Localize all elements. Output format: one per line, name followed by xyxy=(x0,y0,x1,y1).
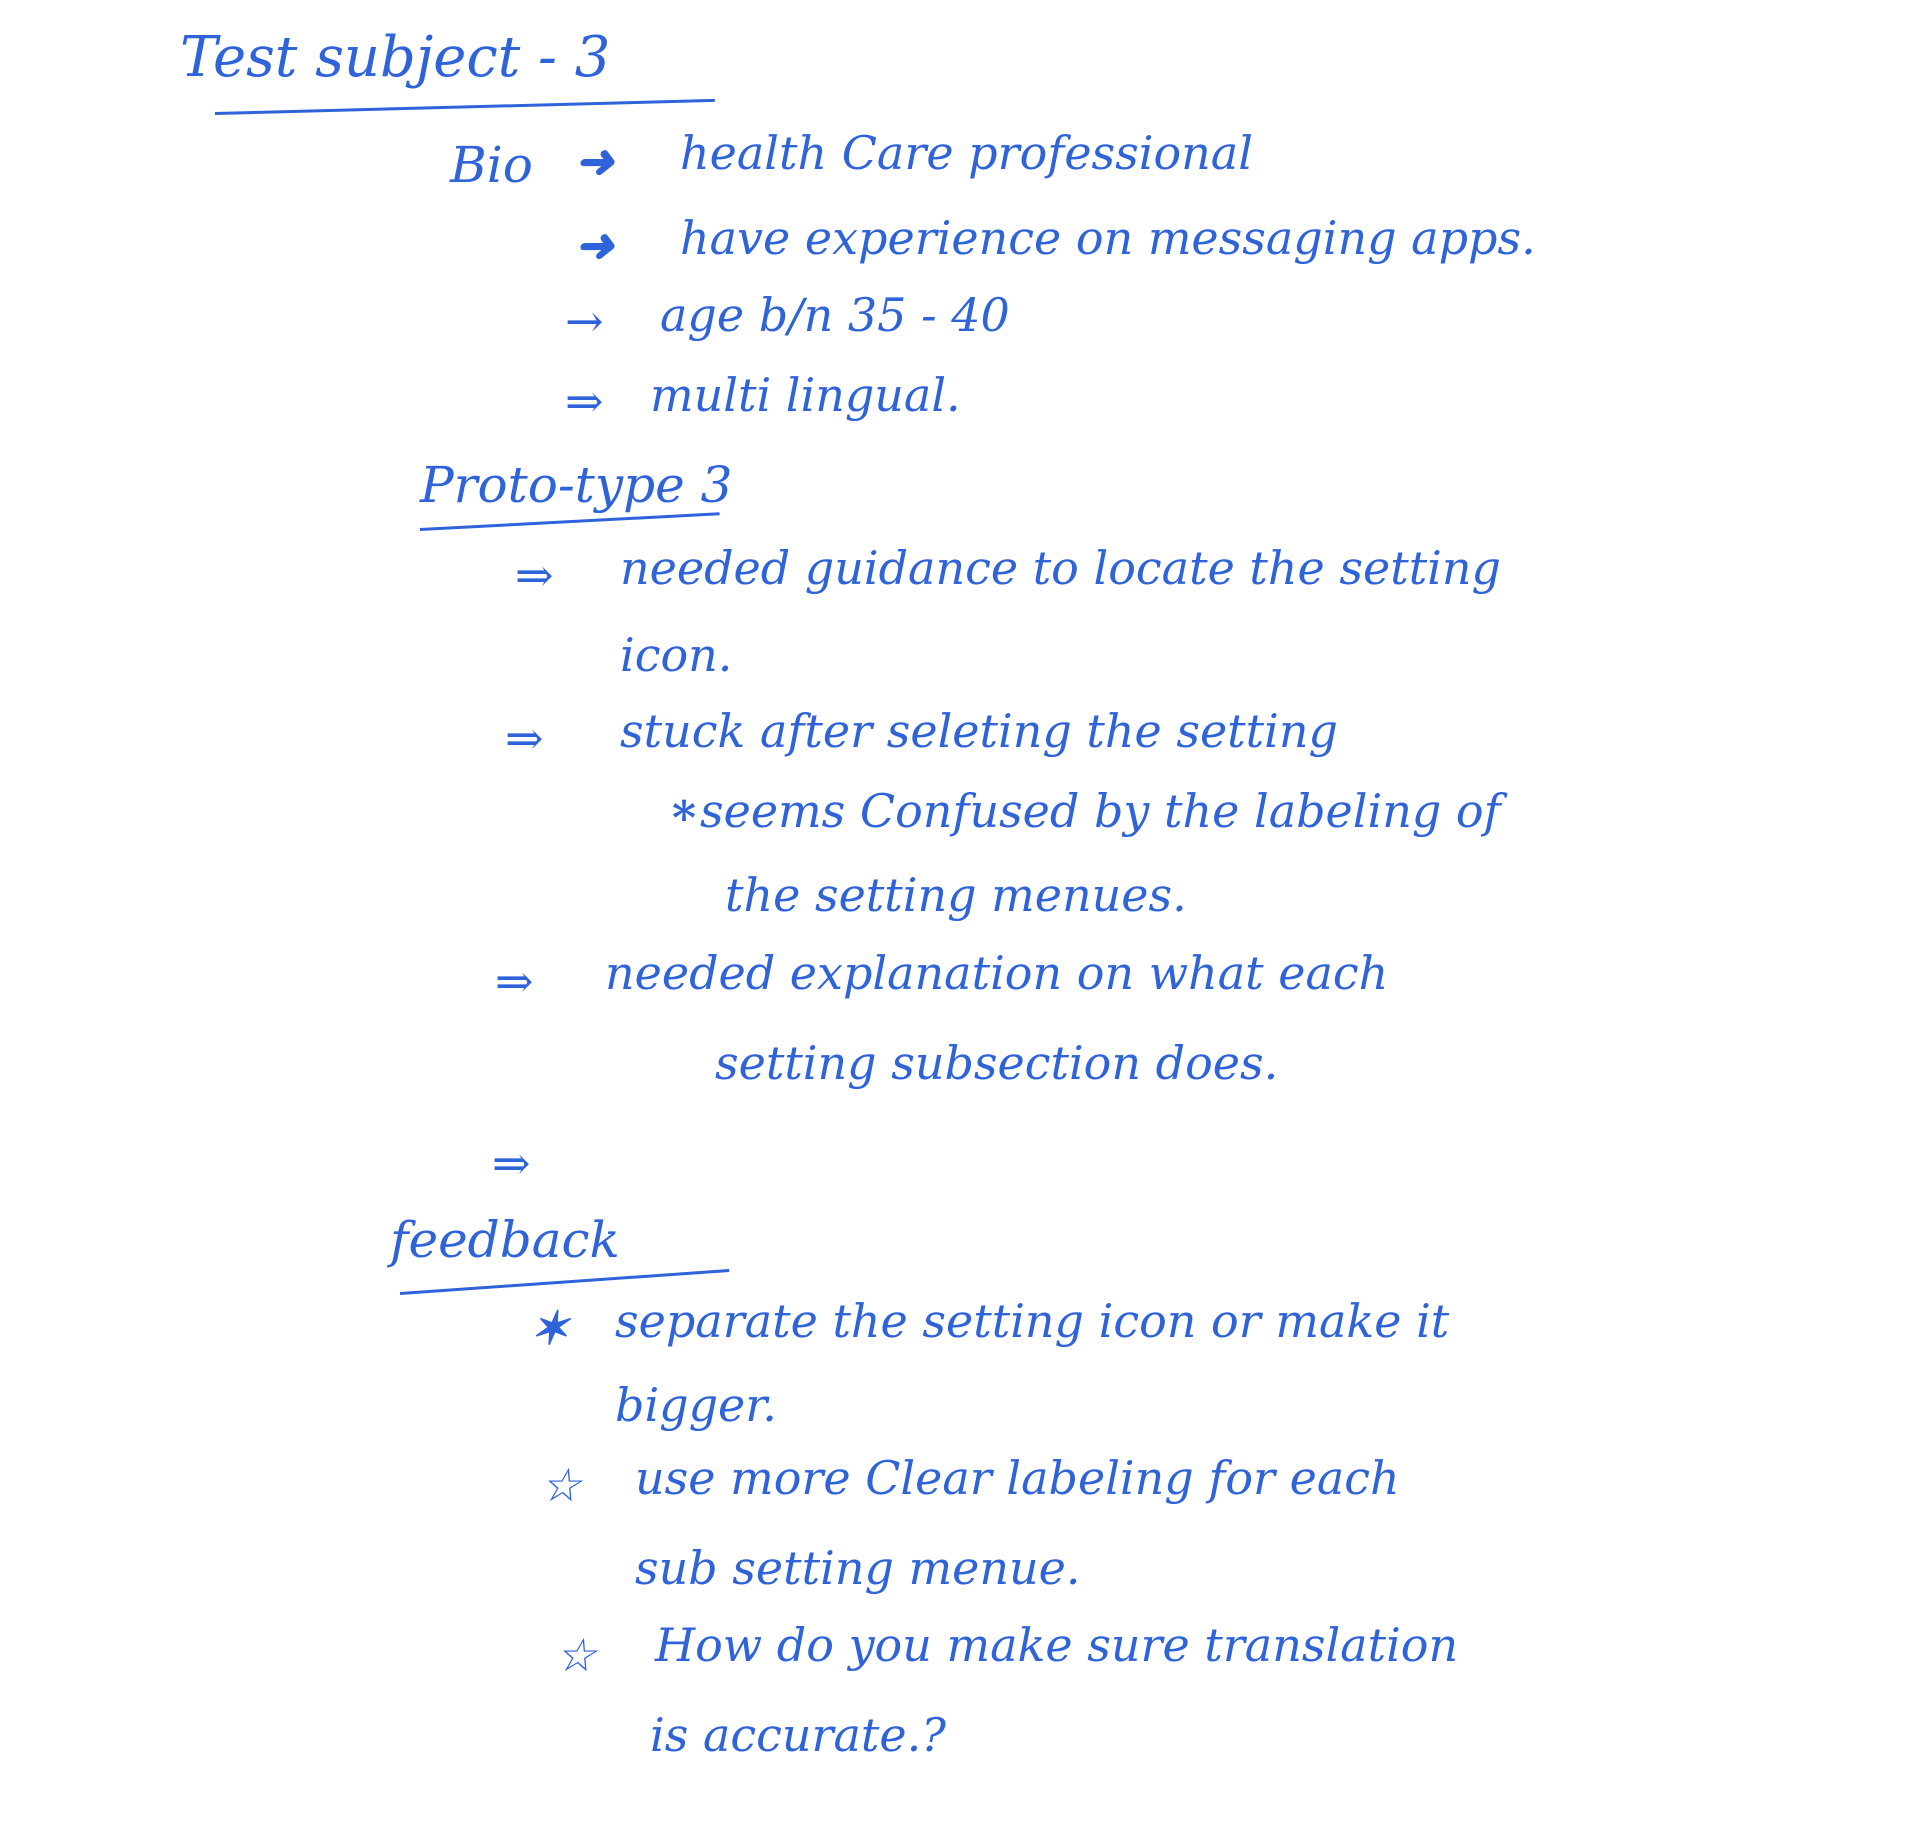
prototype-bullet-3: ⇒ xyxy=(505,711,544,765)
prototype-note-3: stuck after seleting the setting xyxy=(620,704,1338,758)
prototype-heading: Proto-type 3 xyxy=(420,456,733,514)
prototype-bullet-4: * xyxy=(672,791,697,845)
prototype-note-6: needed explanation on what each xyxy=(605,946,1389,1000)
title-underline xyxy=(215,99,715,115)
bio-bullet-1: ➜ xyxy=(575,134,614,188)
feedback-item-6: is accurate.? xyxy=(650,1708,946,1762)
prototype-note-2: icon. xyxy=(620,628,733,682)
prototype-note-4: seems Confused by the labeling of xyxy=(700,784,1501,838)
feedback-bullet-5: ☆ xyxy=(555,1628,597,1682)
feedback-heading: feedback xyxy=(390,1211,620,1269)
prototype-bullet-1: ⇒ xyxy=(515,548,554,602)
feedback-item-3: use more Clear labeling for each xyxy=(635,1451,1400,1505)
feedback-item-4: sub setting menue. xyxy=(635,1541,1081,1595)
bio-bullet-4: ⇒ xyxy=(565,374,604,428)
prototype-underline xyxy=(420,512,720,531)
prototype-note-5: the setting menues. xyxy=(725,868,1187,922)
bio-label: Bio xyxy=(450,136,533,194)
bio-bullet-2: ➜ xyxy=(575,218,614,272)
page-title: Test subject - 3 xyxy=(180,25,611,90)
prototype-bullet-8: ⇒ xyxy=(492,1136,531,1190)
bio-item-2: have experience on messaging apps. xyxy=(680,211,1536,265)
bio-item-3: age b/n 35 - 40 xyxy=(660,288,1010,342)
feedback-item-2: bigger. xyxy=(615,1378,777,1432)
prototype-bullet-6: ⇒ xyxy=(495,954,534,1008)
bio-item-1: health Care professional xyxy=(680,126,1253,180)
bio-bullet-3: → xyxy=(565,294,604,348)
feedback-item-5: How do you make sure translation xyxy=(655,1618,1459,1672)
prototype-note-7: setting subsection does. xyxy=(715,1036,1279,1090)
feedback-bullet-1: ✶ xyxy=(530,1301,569,1355)
feedback-underline xyxy=(400,1269,729,1295)
feedback-item-1: separate the setting icon or make it xyxy=(615,1294,1450,1348)
feedback-bullet-3: ☆ xyxy=(540,1458,582,1512)
bio-item-4: multi lingual. xyxy=(650,368,961,422)
prototype-note-1: needed guidance to locate the setting xyxy=(620,541,1501,595)
